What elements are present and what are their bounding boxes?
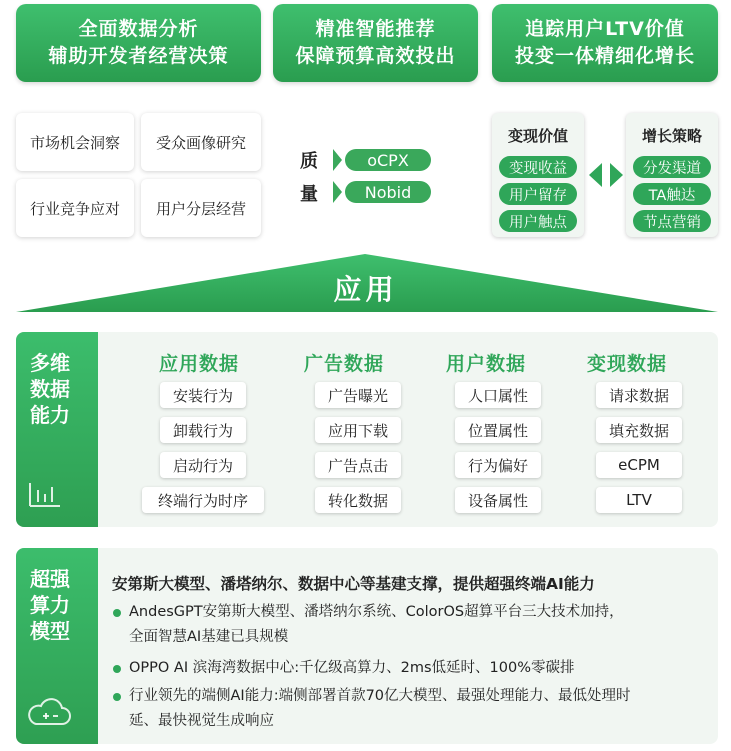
data-item: 广告曝光 [315,382,401,408]
banner-ltv [492,4,718,82]
panel-item: 节点营销 [633,210,711,232]
data-item: 请求数据 [596,382,682,408]
bullet-dot [113,665,121,673]
double-arrow-icon [589,162,623,188]
banner-line1: 全面数据分析 [78,18,199,40]
apply-label: 应用 [333,273,398,306]
cloud-icon [26,698,72,730]
data-item: LTV [596,487,682,513]
banner-line2: 保障预算高效投出 [295,45,456,67]
panel-item: 用户留存 [499,183,577,205]
bullet-item: 行业领先的端侧AI能力:端侧部署首款70亿大模型、最强处理能力、最低处理时 延、最快视觉生成响应 [113,684,713,734]
data-item: 安装行为 [160,382,246,408]
column-title-app: 应用数据 [158,353,239,375]
column-title-monetize: 变现数据 [586,353,667,375]
compute-section [16,548,718,744]
nobid-pill: Nobid [345,181,431,203]
analysis-card: 市场机会洞察 [16,113,134,171]
column-title-user: 用户数据 [445,353,526,375]
bullet-item: AndesGPT安第斯大模型、潘塔纳尔系统、ColorOS超算平台三大技术加持， 全面智慧AI基建已具规模 [113,600,713,650]
arrow-right-icon [333,149,342,171]
nobid-tag [333,181,431,203]
banner-line2: 辅助开发者经营决策 [48,45,229,67]
quality-char: 量 [300,184,318,205]
analysis-card: 行业竞争应对 [16,179,134,237]
column-title-ad: 广告数据 [303,353,384,375]
panel-title: 变现价值 [507,127,568,145]
data-item: 启动行为 [160,452,246,478]
data-item: eCPM [596,452,682,478]
banner-smart-recommend [273,4,478,82]
side-title: 超强 算力 模型 [30,567,70,643]
ocpx-pill: oCPX [345,149,431,171]
side-tab [16,548,98,744]
banner-line1: 追踪用户LTV价值 [525,18,685,40]
data-item: 填充数据 [596,417,682,443]
side-title: 多维 数据 能力 [30,351,70,427]
data-item: 卸载行为 [160,417,246,443]
growth-panel [626,113,718,237]
data-item: 应用下载 [315,417,401,443]
data-item: 人口属性 [455,382,541,408]
banner-line2: 投变一体精细化增长 [514,45,695,67]
data-item: 行为偏好 [455,452,541,478]
bullet-item: OPPO AI 滨海湾数据中心:千亿级高算力、2ms低延时、100%零碳排 [113,656,713,681]
analysis-card: 用户分层经营 [141,179,261,237]
analysis-card: 受众画像研究 [141,113,261,171]
data-item: 终端行为时序 [142,487,264,513]
quality-char: 质 [300,151,318,172]
data-item: 广告点击 [315,452,401,478]
bullet-dot [113,693,121,701]
arrow-right-icon [333,181,342,203]
data-item: 位置属性 [455,417,541,443]
side-tab [16,332,98,527]
panel-item: 用户触点 [499,210,577,232]
data-item: 转化数据 [315,487,401,513]
panel-item: TA触达 [633,183,711,205]
monetization-panel [492,113,584,237]
panel-item: 变现收益 [499,156,577,178]
ocpx-tag [333,149,431,171]
panel-item: 分发渠道 [633,156,711,178]
banner-data-analysis [16,4,261,82]
banner-line1: 精准智能推荐 [315,18,436,40]
multi-data-section [16,332,718,527]
data-item: 设备属性 [455,487,541,513]
compute-headline: 安第斯大模型、潘塔纳尔、数据中心等基建支撑，提供超强终端AI能力 [112,575,595,593]
bullet-dot [113,609,121,617]
panel-title: 增长策略 [641,127,702,145]
bar-chart-icon [28,482,62,508]
